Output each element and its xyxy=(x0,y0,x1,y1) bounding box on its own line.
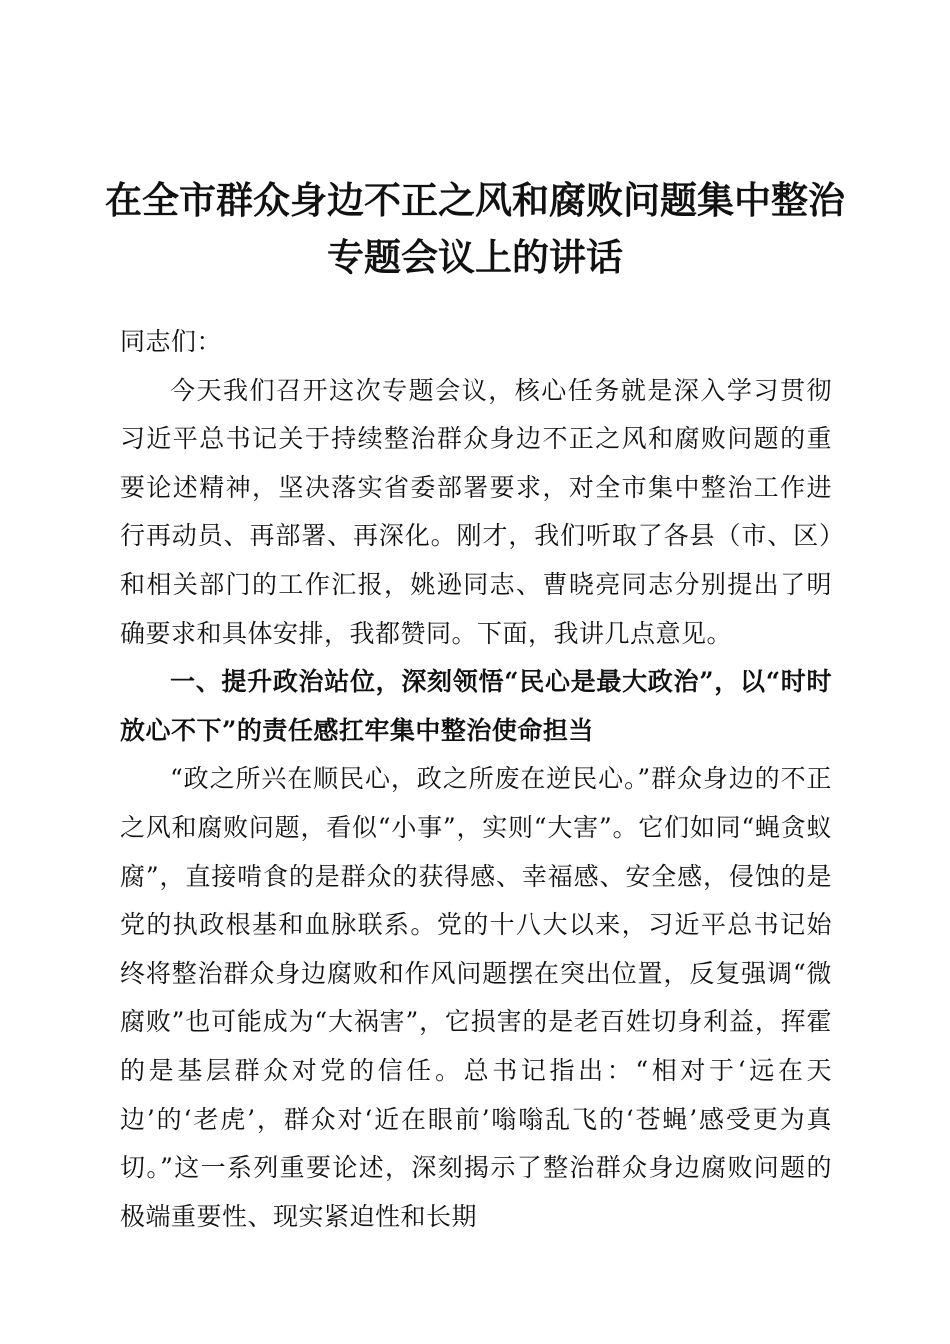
document-body xyxy=(120,318,832,1241)
paragraph-section-1: “政之所兴在顺民心，政之所废在逆民心。”群众身边的不正之风和腐败问题，看似“小事”，实则“大害”。它们如同“蝇贪蚁腐”，直接啃食的是群众的获得感、幸福感、安全感，侵蚀的是党的执政根基和血脉联系。党的十八大以来，习近平总书记始终将整治群众身边腐败和作风问题摆在突出位置，反复强调“微腐败”也可能成为“大祸害”，它损害的是老百姓切身利益，挥霍的是基层群众对党的信任。总书记指出：“相对于‘远在天边’的‘老虎’，群众对‘近在眼前’嗡嗡乱飞的‘苍蝇’感受更为真切。”这一系列重要论述，深刻揭示了整治群众身边腐败问题的极端重要性、现实紧迫性和长期 xyxy=(120,764,832,1231)
title-line-1: 在全市群众身边不正之风和腐败问题集中整治 xyxy=(105,178,845,222)
salutation: 同志们： xyxy=(120,327,223,356)
paragraph-intro: 今天我们召开这次专题会议，核心任务就是深入学习贯彻习近平总书记关于持续整治群众身边不正之风和腐败问题的重要论述精神，坚决落实省委部署要求，对全市集中整治工作进行再动员、再部署、再深化。刚才，我们听取了各县（市、区）和相关部门的工作汇报，姚逊同志、曹晓亮同志分别提出了明确要求和具体安排，我都赞同。下面，我讲几点意见。 xyxy=(120,375,832,648)
document-title xyxy=(100,172,850,286)
title-line-2: 专题会议上的讲话 xyxy=(327,235,623,279)
section-heading-1: 一、提升政治站位，深刻领悟“民心是最大政治”，以“时时放心不下”的责任感扛牢集中整治使命担当 xyxy=(120,667,832,745)
